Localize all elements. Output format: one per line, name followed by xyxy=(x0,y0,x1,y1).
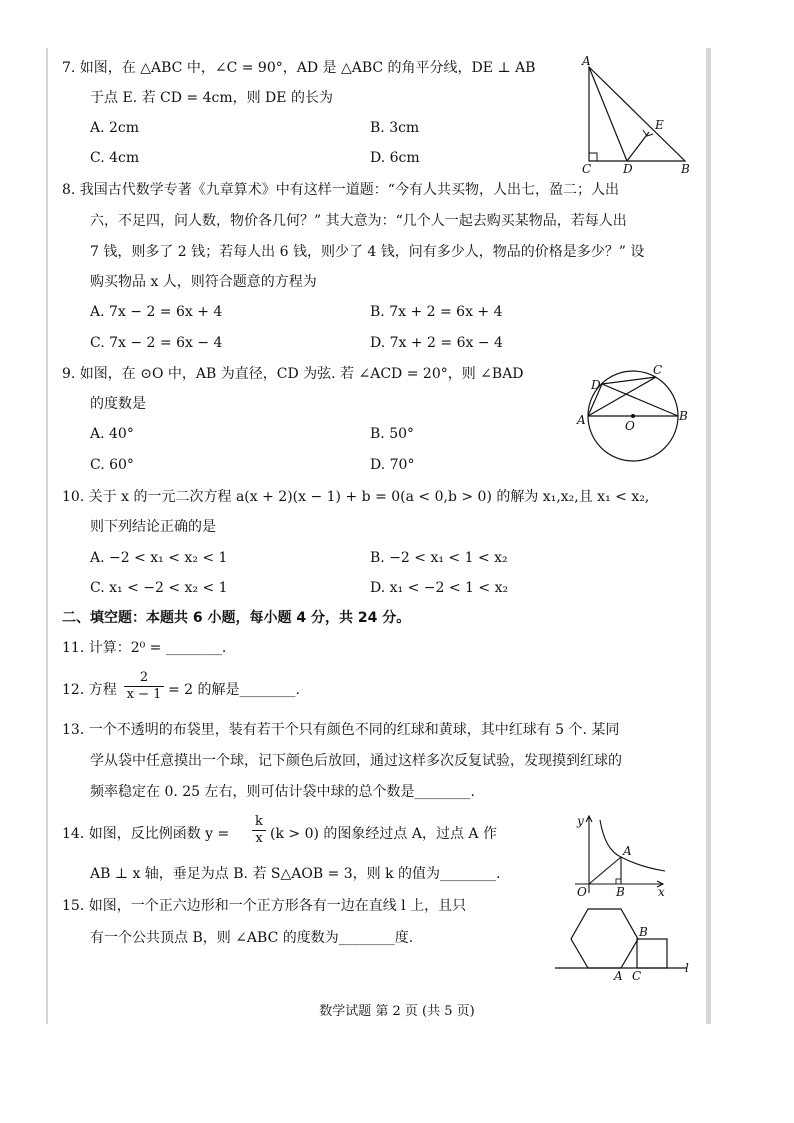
q7-option-a: A. 2cm xyxy=(90,120,140,136)
q9-circle-figure xyxy=(575,362,695,472)
q7-label-d: D xyxy=(623,162,633,176)
q14-label-o: O xyxy=(577,885,587,899)
q12-fraction-numerator: 2 xyxy=(124,670,164,687)
q14-label-b: B xyxy=(616,885,625,899)
q8-option-b: B. 7x + 2 = 6x + 4 xyxy=(370,304,503,320)
q15-label-l: l xyxy=(685,961,689,975)
q7-label-c: C xyxy=(582,162,592,176)
q7-option-d: D. 6cm xyxy=(370,150,420,166)
q14-label-a: A xyxy=(623,844,632,858)
page-edge-right xyxy=(706,48,711,1024)
q7-label-a: A xyxy=(582,54,591,68)
q14-fraction-numerator: k xyxy=(252,814,266,831)
q14-graph-figure xyxy=(565,815,675,897)
q7-label-b: B xyxy=(681,162,690,176)
q9-option-c: C. 60° xyxy=(90,457,134,473)
q10-option-b: B. −2 < x₁ < 1 < x₂ xyxy=(370,550,508,566)
q8-option-c: C. 7x − 2 = 6x − 4 xyxy=(90,335,223,351)
q7-triangle-figure xyxy=(575,55,695,175)
q11: 11. 计算：2⁰ = ________. xyxy=(62,640,227,656)
page-footer: 数学试题 第 2 页 (共 5 页) xyxy=(319,1004,475,1019)
q12-prefix: 12. 方程 xyxy=(62,682,117,698)
q7-line1: 7. 如图，在 △ABC 中，∠C = 90°，AD 是 △ABC 的角平分线，DE ⊥ AB xyxy=(62,60,536,76)
q10-option-a: A. −2 < x₁ < x₂ < 1 xyxy=(90,550,228,566)
q7-label-e: E xyxy=(655,118,664,132)
q9-label-a: A xyxy=(577,413,586,427)
q7-line2: 于点 E. 若 CD = 4cm，则 DE 的长为 xyxy=(90,90,333,106)
q9-label-o: O xyxy=(625,419,635,433)
q9-label-c: C xyxy=(653,363,663,377)
q14-label-x: x xyxy=(658,885,665,899)
q13-line1: 13. 一个不透明的布袋里，装有若干个只有颜色不同的红球和黄球，其中红球有 5 个. 某同 xyxy=(62,722,620,738)
q14-suffix: (k > 0) 的图象经过点 A，过点 A 作 xyxy=(270,826,497,842)
q10-line1: 10. 关于 x 的一元二次方程 a(x + 2)(x − 1) + b = 0(a < 0,b > 0) 的解为 x₁,x₂,且 x₁ < x₂, xyxy=(62,489,650,505)
q15-label-a: A xyxy=(614,969,623,983)
q9-label-b: B xyxy=(679,409,688,423)
q14-fraction xyxy=(252,814,266,847)
q14-label-y: y xyxy=(577,814,584,828)
q10-line2: 则下列结论正确的是 xyxy=(90,519,216,535)
q9-line2: 的度数是 xyxy=(90,396,146,412)
q9-line1: 9. 如图，在 ⊙O 中，AB 为直径，CD 为弦. 若 ∠ACD = 20°，则 ∠BAD xyxy=(62,366,524,382)
q8-option-a: A. 7x − 2 = 6x + 4 xyxy=(90,304,223,320)
q10-option-d: D. x₁ < −2 < 1 < x₂ xyxy=(370,580,509,596)
q9-label-d: D xyxy=(591,378,601,392)
q8-line1: 8. 我国古代数学专著《九章算术》中有这样一道题：“今有人共买物，人出七，盈二；人出 xyxy=(62,182,619,198)
q15-line2: 有一个公共顶点 B，则 ∠ABC 的度数为________度. xyxy=(90,930,414,946)
q12-suffix: = 2 的解是________. xyxy=(168,682,300,698)
q8-line4: 购买物品 x 人，则符合题意的方程为 xyxy=(90,274,317,290)
q9-option-d: D. 70° xyxy=(370,457,415,473)
q8-option-d: D. 7x + 2 = 6x − 4 xyxy=(370,335,503,351)
q9-option-b: B. 50° xyxy=(370,426,415,442)
q7-option-c: C. 4cm xyxy=(90,150,140,166)
q12-fraction-denominator: x − 1 xyxy=(126,687,162,702)
q12-fraction xyxy=(124,670,164,703)
q8-line2: 六，不足四，问人数，物价各几何？” 其大意为：“几个人一起去购买某物品，若每人出 xyxy=(90,213,627,229)
q9-option-a: A. 40° xyxy=(90,426,134,442)
q10-option-c: C. x₁ < −2 < x₂ < 1 xyxy=(90,580,228,596)
q15-line1: 15. 如图，一个正六边形和一个正方形各有一边在直线 l 上，且只 xyxy=(62,898,467,914)
q14-prefix: 14. 如图，反比例函数 y = xyxy=(62,826,230,842)
q13-line3: 频率稳定在 0. 25 左右，则可估计袋中球的总个数是________. xyxy=(90,784,475,800)
q14-line2: AB ⊥ x 轴，垂足为点 B. 若 S△AOB = 3，则 k 的值为________. xyxy=(90,866,501,882)
section-2-heading: 二、填空题：本题共 6 小题，每小题 4 分，共 24 分。 xyxy=(62,610,411,626)
q7-option-b: B. 3cm xyxy=(370,120,420,136)
q13-line2: 学从袋中任意摸出一个球，记下颜色后放回，通过这样多次反复试验，发现摸到红球的 xyxy=(90,753,622,769)
q14-fraction-denominator: x xyxy=(255,831,263,846)
q15-label-c: C xyxy=(632,969,642,983)
q8-line3: 7 钱，则多了 2 钱；若每人出 6 钱，则少了 4 钱，问有多少人，物品的价格是多少？” 设 xyxy=(90,244,645,260)
q15-hexagon-square-figure xyxy=(555,902,695,984)
q15-label-b: B xyxy=(639,925,648,939)
